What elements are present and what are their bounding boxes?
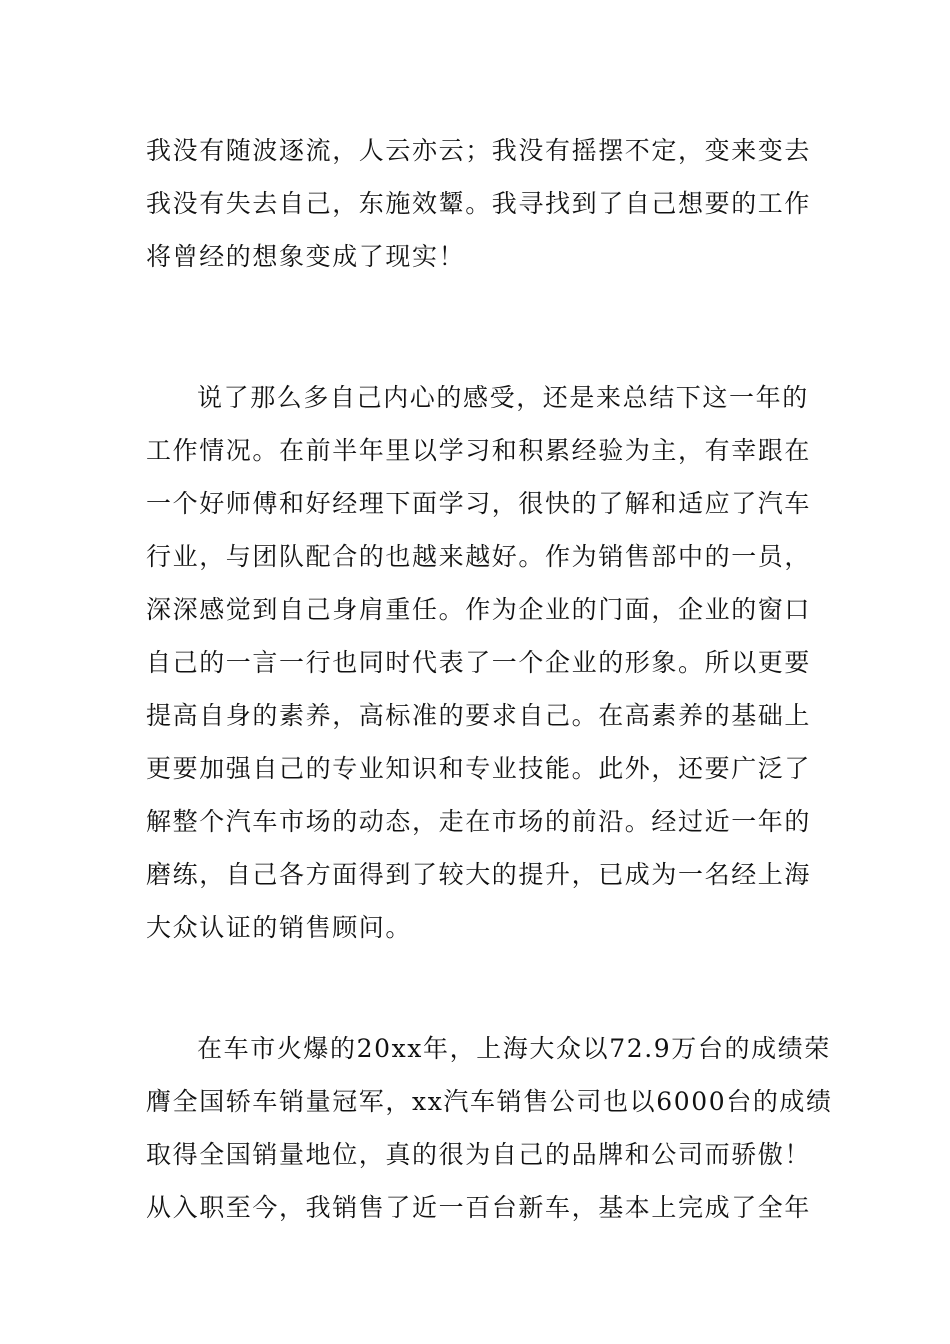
text-line: 将曾经的想象变成了现实！ bbox=[146, 242, 466, 271]
paragraph-3 bbox=[146, 1022, 833, 1234]
text-line: 膺全国轿车销量冠军，xx汽车销售公司也以6000台的成绩 bbox=[146, 1087, 833, 1116]
text-line: 取得全国销量地位，真的很为自己的品牌和公司而骄傲！ bbox=[146, 1140, 812, 1169]
text-line: 自己的一言一行也同时代表了一个企业的形象。所以更要 bbox=[146, 648, 812, 677]
text-line: 在车市火爆的20xx年，上海大众以72.9万台的成绩荣 bbox=[197, 1034, 831, 1063]
text-line: 我没有失去自己，东施效颦。我寻找到了自己想要的工作 bbox=[146, 189, 812, 218]
text-line: 说了那么多自己内心的感受，还是来总结下这一年的 bbox=[197, 383, 809, 412]
text-line: 更要加强自己的专业知识和专业技能。此外，还要广泛了 bbox=[146, 754, 812, 783]
text-line: 提高自身的素养，高标准的要求自己。在高素养的基础上 bbox=[146, 701, 812, 730]
text-line: 一个好师傅和好经理下面学习，很快的了解和适应了汽车 bbox=[146, 489, 812, 518]
paragraph-2 bbox=[146, 371, 816, 954]
text-line: 磨练，自己各方面得到了较大的提升，已成为一名经上海 bbox=[146, 860, 812, 889]
text-line: 深深感觉到自己身肩重任。作为企业的门面，企业的窗口 bbox=[146, 595, 812, 624]
text-line: 从入职至今，我销售了近一百台新车，基本上完成了全年 bbox=[146, 1193, 812, 1222]
text-line: 行业，与团队配合的也越来越好。作为销售部中的一员， bbox=[146, 542, 812, 571]
paragraph-1 bbox=[146, 124, 816, 283]
text-line: 工作情况。在前半年里以学习和积累经验为主，有幸跟在 bbox=[146, 436, 812, 465]
text-line: 我没有随波逐流，人云亦云；我没有摇摆不定，变来变去 bbox=[146, 136, 812, 165]
text-line: 大众认证的销售顾问。 bbox=[146, 913, 413, 942]
text-line: 解整个汽车市场的动态，走在市场的前沿。经过近一年的 bbox=[146, 807, 812, 836]
